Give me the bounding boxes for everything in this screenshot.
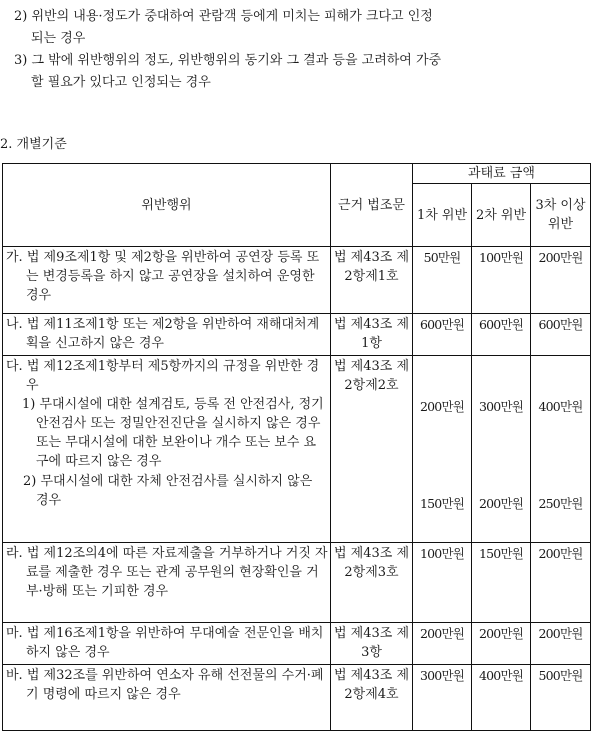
row-basis: 법 제43조 제2항제2호 [331, 356, 413, 543]
intro-item-2-cont: 되는 경우 [31, 31, 86, 46]
sub2-first: 150만원 [419, 496, 464, 511]
sub2-third: 250만원 [538, 496, 583, 511]
table-row [3, 247, 591, 314]
row-desc: 바. 법 제32조를 위반하여 연소자 유해 선전물의 수거·폐기 명령에 따르지 않은 경우 [6, 668, 324, 702]
row-second: 600만원 [472, 314, 531, 356]
intro-item-2: 2) 위반의 내용·정도가 중대하여 관람객 등에게 미치는 피해가 크다고 인정 [14, 9, 433, 24]
table-row [3, 356, 591, 543]
row-desc: 라. 법 제12조의4에 따른 자료제출을 거부하거나 거짓 자료를 제출한 경우 또는 관계 공무원의 현장확인을 거부·방해 또는 기피한 경우 [6, 546, 328, 599]
sub1-second: 300만원 [478, 399, 523, 414]
row-second: 200만원 [472, 623, 531, 665]
sub1-first: 200만원 [419, 399, 464, 414]
row-third: 200만원 [531, 543, 591, 623]
row-second: 150만원 [472, 543, 531, 623]
row-first: 200만원 [413, 623, 472, 665]
row-third: 600만원 [531, 314, 591, 356]
fine-table [2, 163, 591, 731]
intro-item-3: 3) 그 밖에 위반행위의 정도, 위반행위의 동기와 그 결과 등을 고려하여 가중 [14, 53, 442, 68]
row-third: 200만원 [531, 247, 591, 314]
table-row [3, 623, 591, 665]
row-first: 300만원 [413, 665, 472, 731]
intro-item-3-cont: 할 필요가 있다고 인정되는 경우 [31, 75, 211, 90]
header-fine-amount: 과태료 금액 [413, 164, 591, 184]
row-basis: 법 제43조 제2항제3호 [331, 543, 413, 623]
row-first: 600만원 [413, 314, 472, 356]
row-basis: 법 제43조 제3항 [331, 623, 413, 665]
row-sub-item-1: 1) 무대시설에 대한 설계검토, 등록 전 안전검사, 정기 안전검사 또는 정밀안전진단을 실시하지 않은 경우 또는 무대시설에 대한 보완이나 개수 또는 보수 요구에 따르지 않은 경우 [22, 397, 324, 469]
sub1-third: 400만원 [538, 399, 583, 414]
section-heading: 2. 개별기준 [0, 137, 67, 152]
row-desc: 나. 법 제11조제1항 또는 제2항을 위반하여 재해대처계획을 신고하지 않은 경우 [6, 317, 320, 351]
sub2-second: 200만원 [478, 496, 523, 511]
row-basis: 법 제43조 제2항제4호 [331, 665, 413, 731]
table-header-row [3, 164, 591, 184]
row-basis: 법 제43조 제1항 [331, 314, 413, 356]
row-third: 500만원 [531, 665, 591, 731]
row-first: 100만원 [413, 543, 472, 623]
row-third: 200만원 [531, 623, 591, 665]
row-basis: 법 제43조 제2항제1호 [331, 247, 413, 314]
row-second: 100만원 [472, 247, 531, 314]
row-second: 400만원 [472, 665, 531, 731]
intro-criteria [14, 6, 589, 94]
row-desc: 가. 법 제9조제1항 및 제2항을 위반하여 공연장 등록 또는 변경등록을 하지 않고 공연장을 설치하여 운영한 경우 [6, 250, 320, 303]
header-third: 3차 이상 위반 [531, 184, 591, 247]
table-row [3, 665, 591, 731]
row-first: 50만원 [413, 247, 472, 314]
row-desc: 마. 법 제16조제1항을 위반하여 무대예술 전문인을 배치하지 않은 경우 [6, 626, 324, 660]
row-sub-item-2: 2) 무대시설에 대한 자체 안전검사를 실시하지 않은 경우 [23, 474, 313, 508]
table-row [3, 543, 591, 623]
header-basis: 근거 법조문 [331, 164, 413, 247]
header-violation: 위반행위 [3, 164, 331, 247]
row-desc: 다. 법 제12조제1항부터 제5항까지의 규정을 위반한 경우 [6, 359, 320, 393]
table-row [3, 314, 591, 356]
header-first: 1차 위반 [413, 184, 472, 247]
header-second: 2차 위반 [472, 184, 531, 247]
